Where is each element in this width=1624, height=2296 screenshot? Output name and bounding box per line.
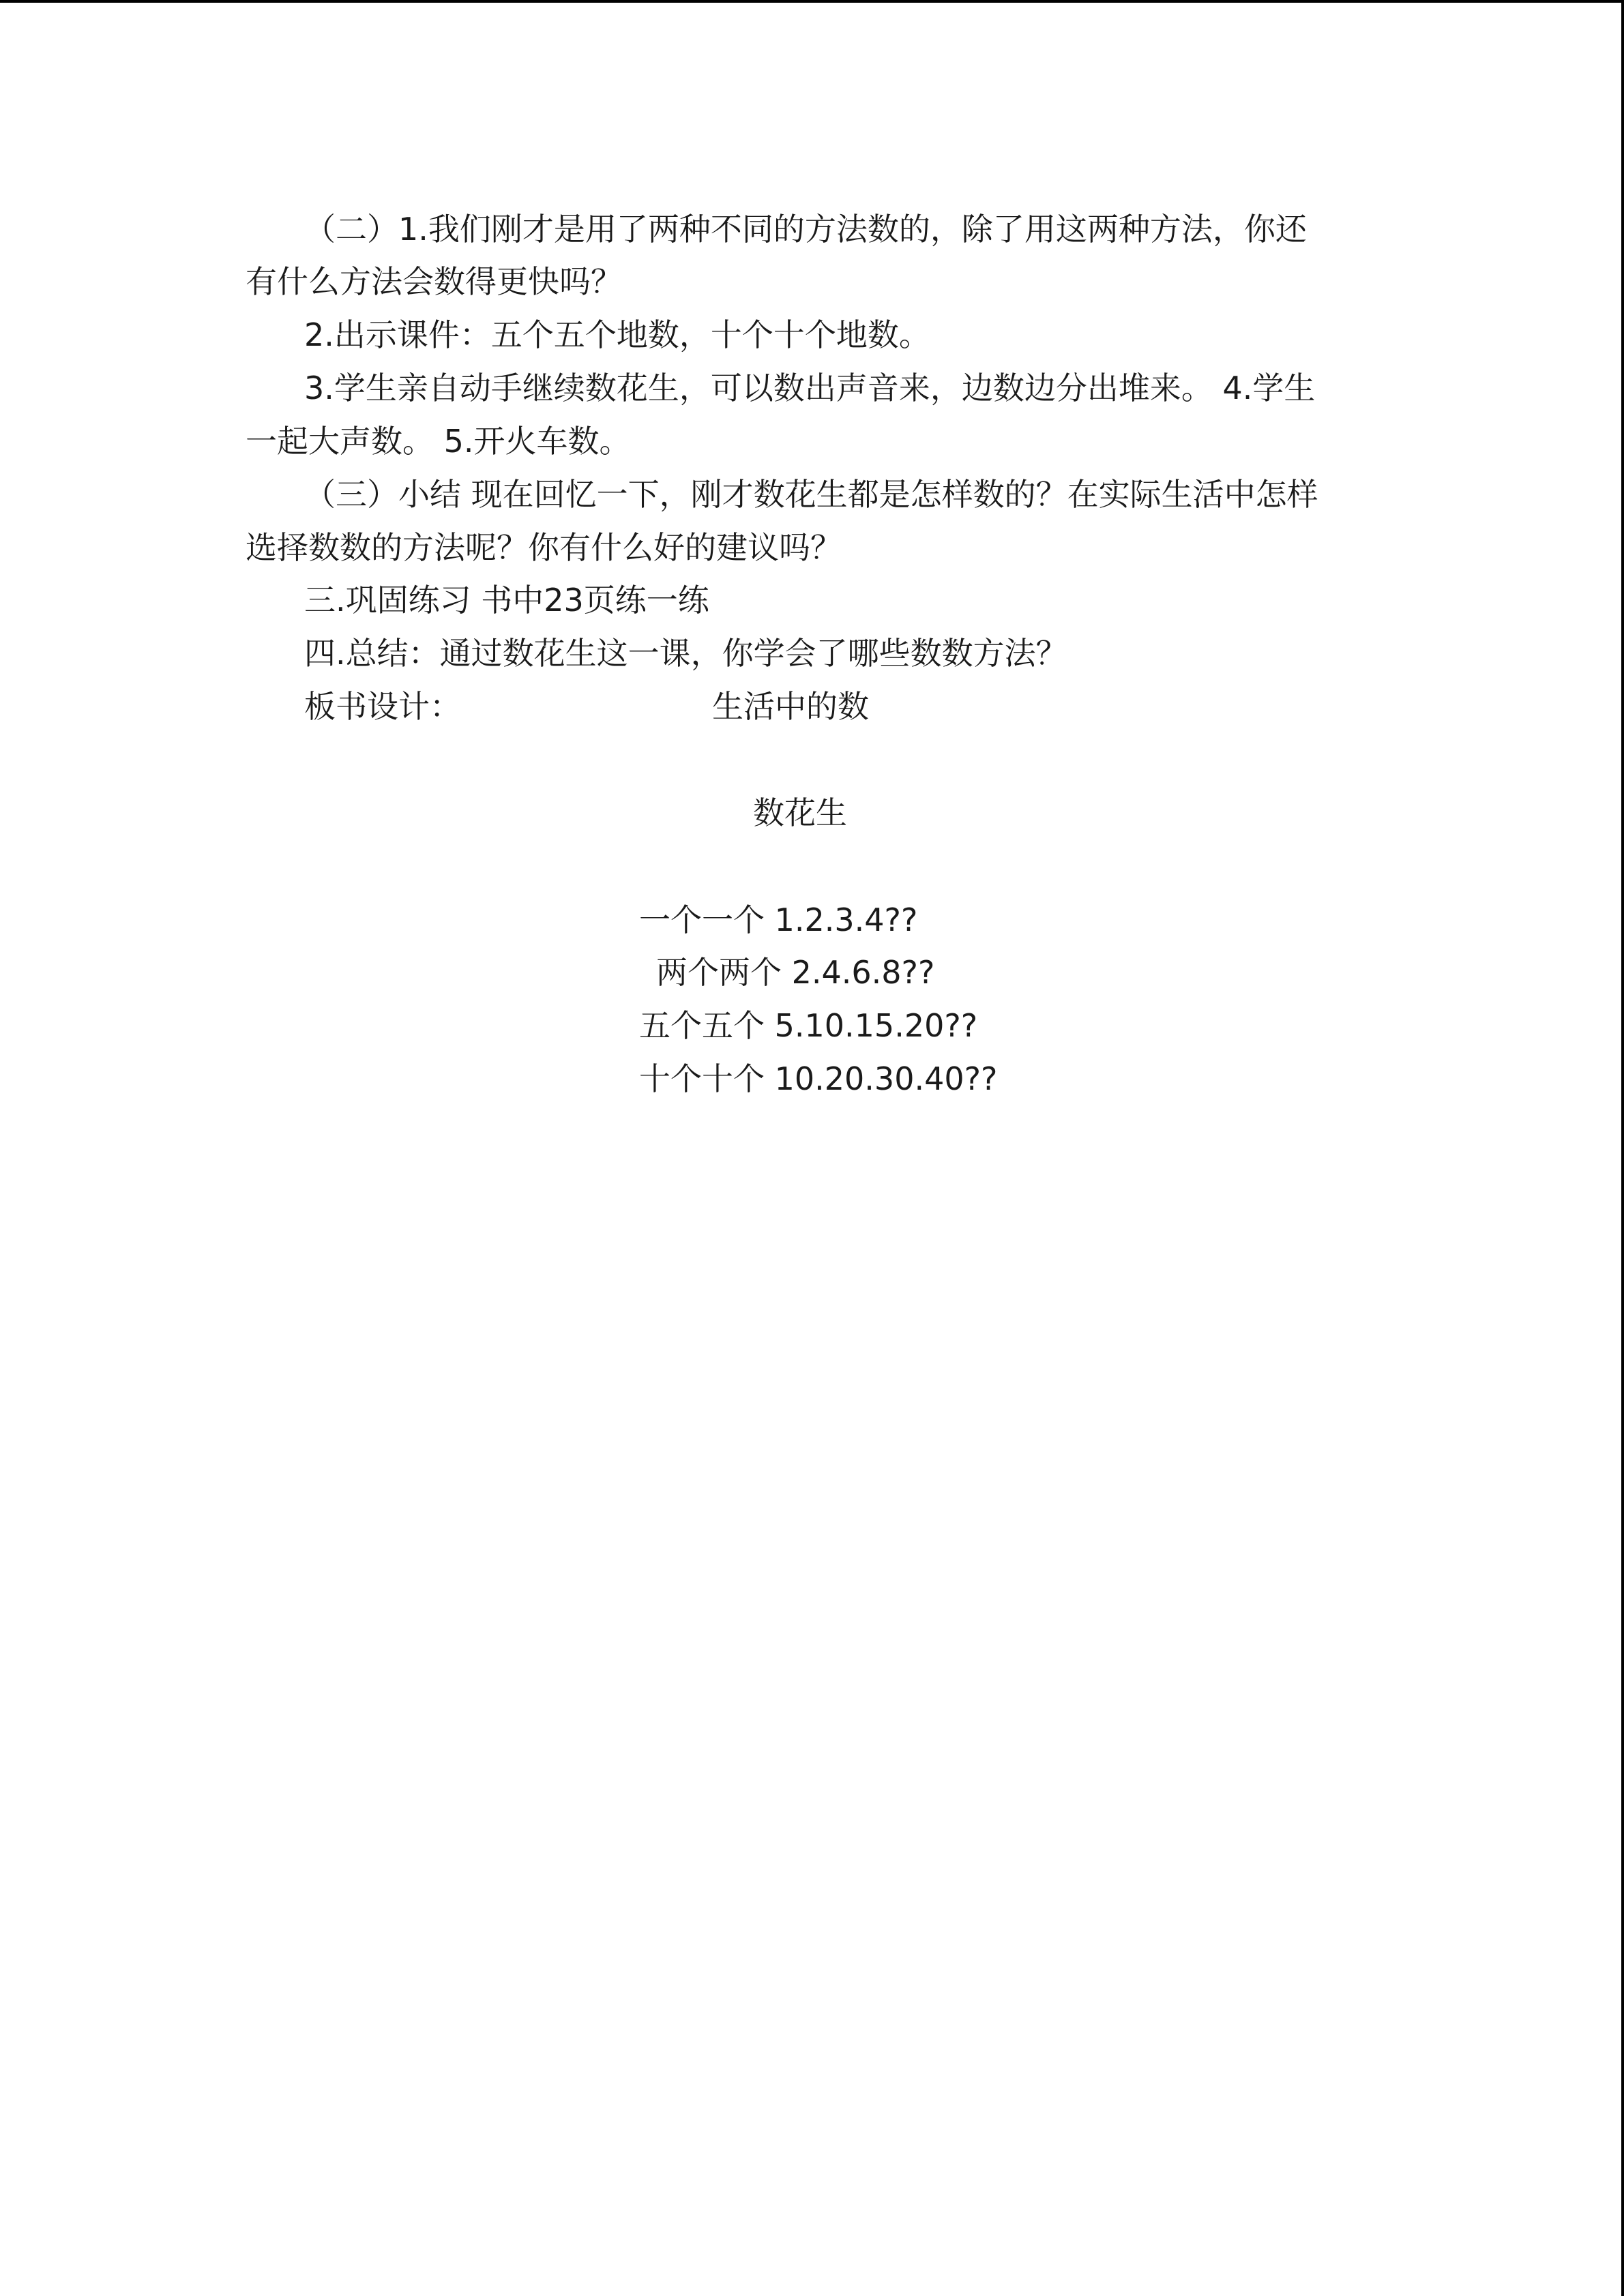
paragraph-line: 四.总结：通过数花生这一课，你学会了哪些数数方法？ bbox=[304, 635, 1067, 672]
board-row: 两个两个 2.4.6.8?? bbox=[656, 954, 935, 991]
board-row: 五个五个 5.10.15.20?? bbox=[639, 1007, 978, 1044]
board-design-label: 板书设计： bbox=[304, 688, 461, 725]
paragraph-line: 有什么方法会数得更快吗？ bbox=[246, 263, 622, 300]
paragraph-line: （二）1.我们刚才是用了两种不同的方法数的，除了用这两种方法，你还 bbox=[304, 211, 1307, 248]
paragraph-line: 一起大声数。 5.开火车数。 bbox=[246, 423, 631, 460]
paragraph-line: 2.出示课件：五个五个地数，十个十个地数。 bbox=[304, 316, 930, 353]
paragraph-line: 选择数数的方法呢？你有什么好的建议吗？ bbox=[246, 529, 842, 566]
paragraph-line: 三.巩固练习 书中23页练一练 bbox=[304, 582, 709, 618]
paragraph-line: 3.学生亲自动手继续数花生，可以数出声音来，边数边分出堆来。 4.学生 bbox=[304, 370, 1316, 406]
paragraph-line: （三）小结 现在回忆一下，刚才数花生都是怎样数的？在实际生活中怎样 bbox=[304, 476, 1318, 513]
board-subtitle: 数花生 bbox=[753, 794, 847, 831]
board-row: 一个一个 1.2.3.4?? bbox=[639, 901, 918, 938]
board-title: 生活中的数 bbox=[712, 688, 869, 725]
board-row: 十个十个 10.20.30.40?? bbox=[639, 1060, 998, 1097]
